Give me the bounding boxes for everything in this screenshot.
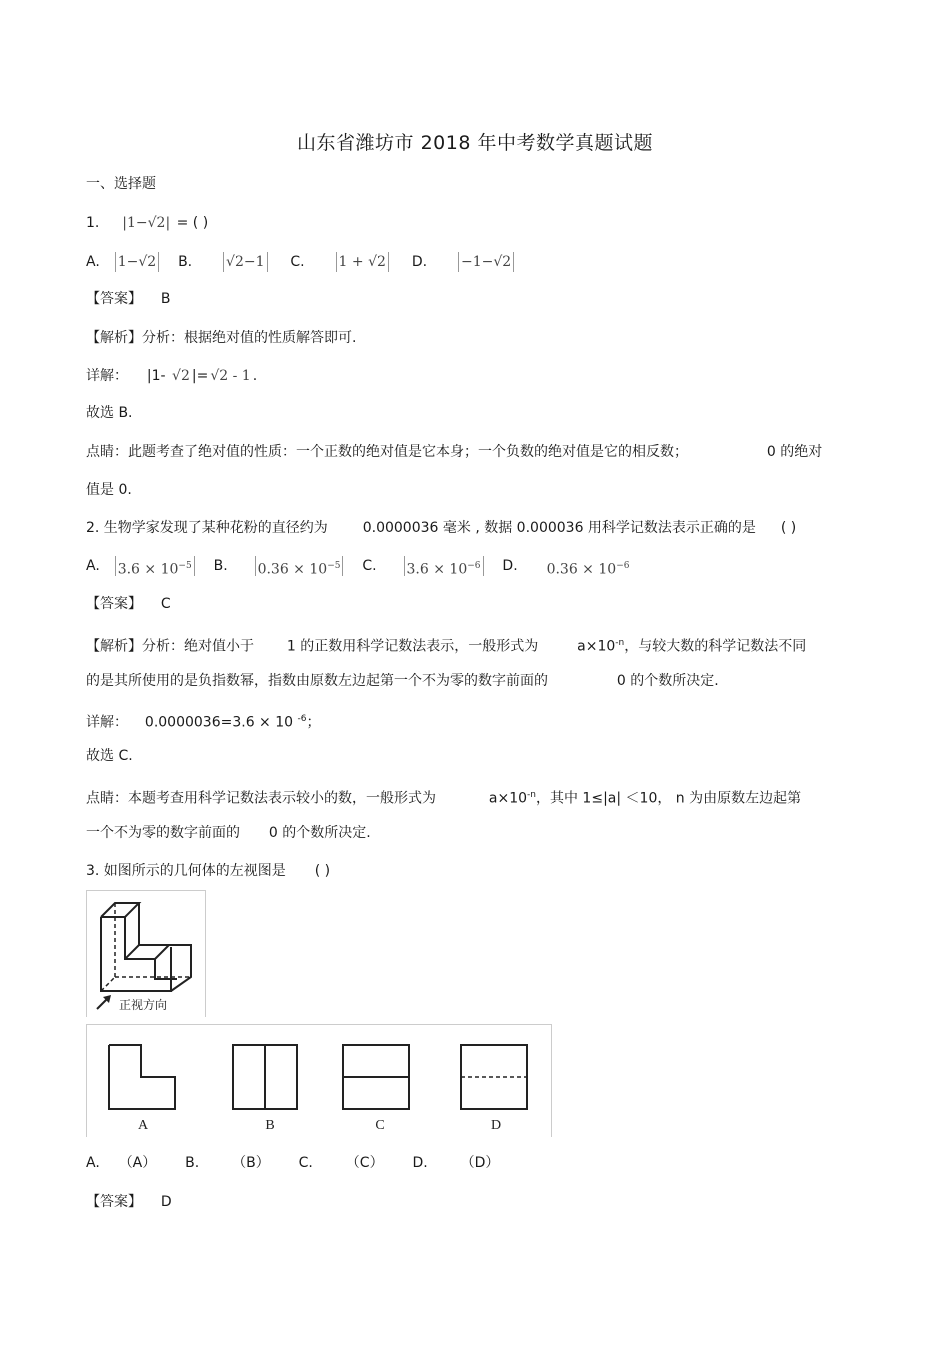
- comment-text: 0 的绝对: [766, 444, 823, 460]
- q1-comment-line2: 值是 0.: [86, 482, 132, 498]
- q1-analysis: 【解析】分析：根据绝对值的性质解答即可.: [86, 330, 357, 346]
- q1-option-a-label: A.: [86, 254, 100, 270]
- detail-text: |1-: [146, 368, 166, 384]
- answer-tag: 【答案】: [86, 291, 142, 307]
- q2-stem-text: ( ): [780, 520, 797, 536]
- q1-option-c: 1 + √2: [336, 252, 389, 272]
- q2-stem-text: 2. 生物学家发现了某种花粉的直径约为: [86, 520, 328, 536]
- detail-result: √2 - 1: [210, 368, 251, 384]
- q3-option-c-label: C.: [298, 1155, 313, 1171]
- q1-number: 1.: [86, 215, 100, 231]
- q2-option-d: $0.36 \times 10^{-6}$: [546, 561, 630, 578]
- comment-exp: -n: [527, 790, 536, 800]
- view-label-d: D: [490, 1118, 502, 1133]
- q2-analysis-line1: [86, 633, 806, 657]
- comment-text: 点睛：此题考查了绝对值的性质：一个正数的绝对值是它本身；一个负数的绝对值是它的相反数；: [86, 444, 688, 460]
- solid-figure: [86, 890, 206, 1017]
- comment-text: ，其中 1≤|a| ＜10， n 为由原数左边起第: [535, 790, 802, 807]
- q3-option-c: （C）: [345, 1155, 384, 1171]
- comment-text: 一个不为零的数字前面的: [86, 825, 240, 841]
- answer-value: D: [160, 1194, 172, 1210]
- view-label-b: B: [265, 1118, 275, 1133]
- detail-text: |=: [191, 368, 209, 384]
- view-label-c: C: [375, 1118, 385, 1133]
- detail-label: 详解：: [86, 714, 128, 731]
- answer-tag: 【答案】: [86, 1194, 142, 1210]
- page-title: 山东省潍坊市 2018 年中考数学真题试题: [297, 132, 653, 154]
- q2-comment-line1: [86, 785, 801, 809]
- detail-text: ；: [306, 714, 321, 731]
- q3-answer: [86, 1192, 172, 1212]
- q2-option-c: $3.6 \times 10^{-6}$: [404, 556, 484, 576]
- figure-caption: 正视方向: [119, 998, 168, 1012]
- view-label-a: A: [137, 1118, 149, 1133]
- comment-text: 点睛：本题考查用科学记数法表示较小的数，一般形式为: [86, 790, 436, 807]
- q1-comment-line1: [86, 442, 822, 462]
- q3-option-a: （A）: [118, 1155, 157, 1171]
- analysis-text: 1 的正数用科学记数法表示，一般形式为: [286, 638, 539, 655]
- q2-analysis-line2: [86, 671, 719, 691]
- q1-option-a: 1−√2: [115, 252, 159, 272]
- q1-answer: [86, 289, 171, 309]
- q3-stem-text: 3. 如图所示的几何体的左视图是: [86, 863, 286, 879]
- q2-option-a: $3.6 \times 10^{-5}$: [115, 556, 195, 576]
- q1-stem-tail: = ( ): [176, 215, 209, 231]
- q2-option-b: $0.36 \times 10^{-5}$: [255, 556, 344, 576]
- q1-option-b: √2−1: [223, 252, 267, 272]
- q2-stem-text: 0.0000036 毫米 , 数据 0.000036 用科学记数法表示正确的是: [362, 520, 756, 536]
- q2-option-d-label: D.: [502, 558, 518, 574]
- comment-text: 0 的个数所决定.: [268, 825, 371, 841]
- views-figure: [86, 1024, 552, 1137]
- q3-option-b-label: B.: [185, 1155, 200, 1171]
- solid-figure-drawing: [87, 891, 205, 1017]
- detail-text: .: [252, 368, 258, 384]
- q3-option-d-label: D.: [412, 1155, 428, 1171]
- q1-option-b-label: B.: [178, 254, 193, 270]
- analysis-text: 【解析】分析：绝对值小于: [86, 638, 254, 655]
- comment-text: a×10: [488, 790, 528, 807]
- analysis-text: a×10: [577, 638, 616, 655]
- section-heading: 一、选择题: [86, 176, 156, 192]
- q2-comment-line2: [86, 823, 371, 843]
- q1-detail: [86, 366, 257, 386]
- q3-option-b: （B）: [232, 1155, 270, 1171]
- detail-label: 详解：: [86, 368, 128, 384]
- q1-choose: 故选 B.: [86, 405, 133, 421]
- answer-value: C: [160, 596, 171, 612]
- q1-option-d: −1−√2: [458, 252, 514, 272]
- answer-value: B: [160, 291, 171, 307]
- q1-option-d-label: D.: [411, 254, 428, 270]
- views-drawing: [87, 1025, 551, 1137]
- analysis-text: 的是其所使用的是负指数幂，指数由原数左边起第一个不为零的数字前面的: [86, 673, 548, 689]
- q2-option-b-label: B.: [213, 558, 228, 574]
- detail-exp: -6: [297, 714, 307, 724]
- q2-choose: 故选 C.: [86, 748, 133, 764]
- detail-text: 0.0000036=3.6 × 10: [144, 714, 294, 731]
- q3-options: [86, 1153, 499, 1173]
- q2-option-a-label: A.: [86, 558, 100, 574]
- q1-options: [86, 252, 514, 272]
- q2-option-c-label: C.: [362, 558, 377, 574]
- q2-answer: [86, 594, 171, 614]
- q2-detail: [86, 709, 321, 733]
- q2-options: [86, 556, 631, 576]
- answer-tag: 【答案】: [86, 596, 142, 612]
- detail-sqrt: √2: [172, 368, 190, 384]
- q1-expression: |1−√2|: [122, 215, 171, 231]
- view-a-shape: [109, 1045, 175, 1109]
- q3-option-a-label: A.: [86, 1155, 100, 1171]
- q1-stem: [86, 213, 208, 233]
- analysis-text: ，与较大数的科学记数法不同: [624, 638, 807, 655]
- analysis-exp: -n: [615, 638, 625, 648]
- analysis-text: 0 的个数所决定.: [616, 673, 719, 689]
- q1-option-c-label: C.: [290, 254, 305, 270]
- q2-stem: [86, 518, 796, 538]
- q3-stem: [86, 861, 330, 881]
- q3-stem-text: ( ): [314, 863, 331, 879]
- q3-option-d: （D）: [460, 1155, 500, 1171]
